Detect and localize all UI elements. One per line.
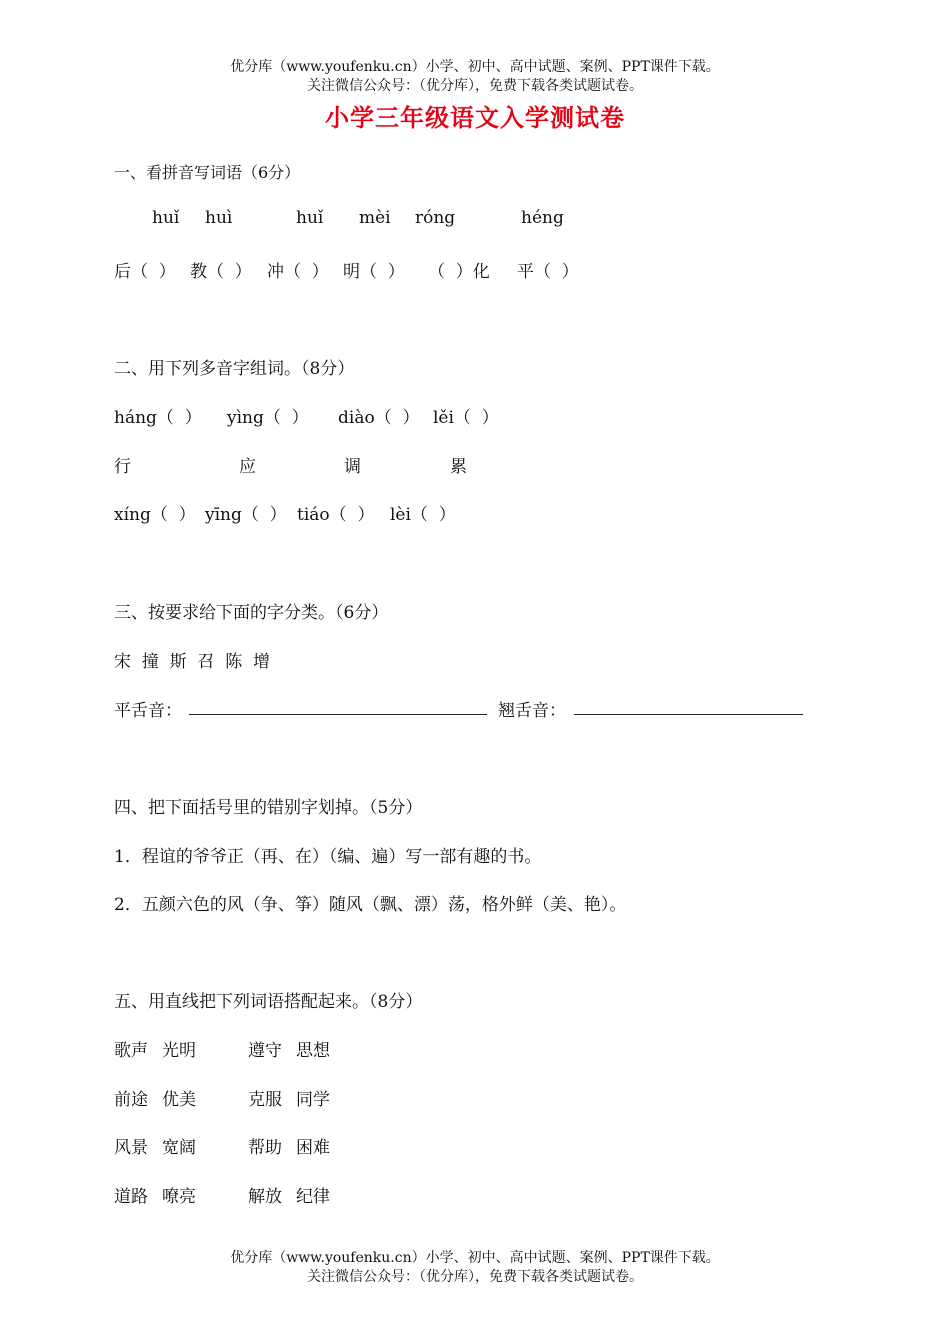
header-line-1: 优分库（www.youfenku.cn）小学、初中、高中试题、案例、PPT课件下载。 (230, 59, 720, 75)
pinyin-4: mèi (359, 208, 391, 228)
match-word: 克服 (248, 1090, 282, 1110)
footer-line-2: 关注微信公众号：（优分库），免费下载各类试题试卷。 (307, 1269, 643, 1285)
pinyin-1: huǐ (152, 208, 180, 228)
polyphone-top-4[interactable]: lěi（ ） (433, 408, 499, 428)
typo-item-1: 1．程谊的爷爷正（再、在）（编、遍）写一部有趣的书。 (114, 847, 542, 867)
match-word: 宽阔 (162, 1138, 196, 1158)
polyphone-top-1[interactable]: háng（ ） (114, 408, 202, 428)
retroflex-answer-line[interactable] (574, 714, 803, 715)
retroflex-label: 翘舌音： (498, 701, 566, 721)
blank-item-3[interactable]: 冲（ ） (267, 262, 329, 282)
match-word: 道路 (114, 1187, 148, 1207)
classify-chars: 宋 撞 斯 召 陈 增 (114, 652, 271, 672)
pinyin-6: héng (521, 208, 564, 228)
flat-tongue-label: 平舌音： (114, 701, 182, 721)
blank-item-5[interactable]: （ ）化 (428, 262, 490, 282)
match-word: 歌声 (114, 1041, 148, 1061)
section-1-heading: 一、看拼音写词语（6分） (114, 163, 301, 182)
polyphone-char-2: 应 (239, 457, 256, 477)
match-word: 光明 (162, 1041, 196, 1061)
header-line-2: 关注微信公众号：（优分库），免费下载各类试题试卷。 (307, 78, 643, 94)
match-word: 嘹亮 (162, 1187, 196, 1207)
match-word: 风景 (114, 1138, 148, 1158)
pinyin-5: róng (415, 208, 456, 228)
section-4-heading: 四、把下面括号里的错别字划掉。（5分） (114, 798, 423, 818)
section-5-heading: 五、用直线把下列词语搭配起来。（8分） (114, 992, 423, 1012)
match-word: 思想 (296, 1041, 330, 1061)
footer-line-1: 优分库（www.youfenku.cn）小学、初中、高中试题、案例、PPT课件下载。 (230, 1250, 720, 1266)
polyphone-char-1: 行 (114, 457, 131, 477)
polyphone-bottom-2[interactable]: yīng（ ） (205, 505, 287, 525)
match-word: 解放 (248, 1187, 282, 1207)
polyphone-char-4: 累 (450, 457, 467, 477)
polyphone-bottom-3[interactable]: tiáo（ ） (297, 505, 375, 525)
match-word: 困难 (296, 1138, 330, 1158)
pinyin-2: huì (205, 208, 233, 228)
polyphone-top-3[interactable]: diào（ ） (338, 408, 420, 428)
pinyin-3: huǐ (296, 208, 324, 228)
blank-item-6[interactable]: 平（ ） (517, 262, 579, 282)
match-word: 优美 (162, 1090, 196, 1110)
polyphone-top-2[interactable]: yìng（ ） (227, 408, 309, 428)
polyphone-char-3: 调 (344, 457, 361, 477)
typo-item-2: 2．五颜六色的风（争、筝）随风（飘、漂）荡，格外鲜（美、艳）。 (114, 895, 627, 915)
page-title: 小学三年级语文入学测试卷 (325, 103, 625, 132)
section-2-heading: 二、用下列多音字组词。（8分） (114, 359, 355, 379)
blank-item-4[interactable]: 明（ ） (343, 262, 405, 282)
blank-item-1[interactable]: 后（ ） (114, 262, 176, 282)
section-3-heading: 三、按要求给下面的字分类。（6分） (114, 603, 389, 623)
match-word: 遵守 (248, 1041, 282, 1061)
polyphone-bottom-4[interactable]: lèi（ ） (390, 505, 456, 525)
flat-tongue-answer-line[interactable] (189, 714, 487, 715)
blank-item-2[interactable]: 教（ ） (190, 262, 252, 282)
match-word: 帮助 (248, 1138, 282, 1158)
match-word: 同学 (296, 1090, 330, 1110)
match-word: 前途 (114, 1090, 148, 1110)
match-word: 纪律 (296, 1187, 330, 1207)
polyphone-bottom-1[interactable]: xíng（ ） (114, 505, 196, 525)
